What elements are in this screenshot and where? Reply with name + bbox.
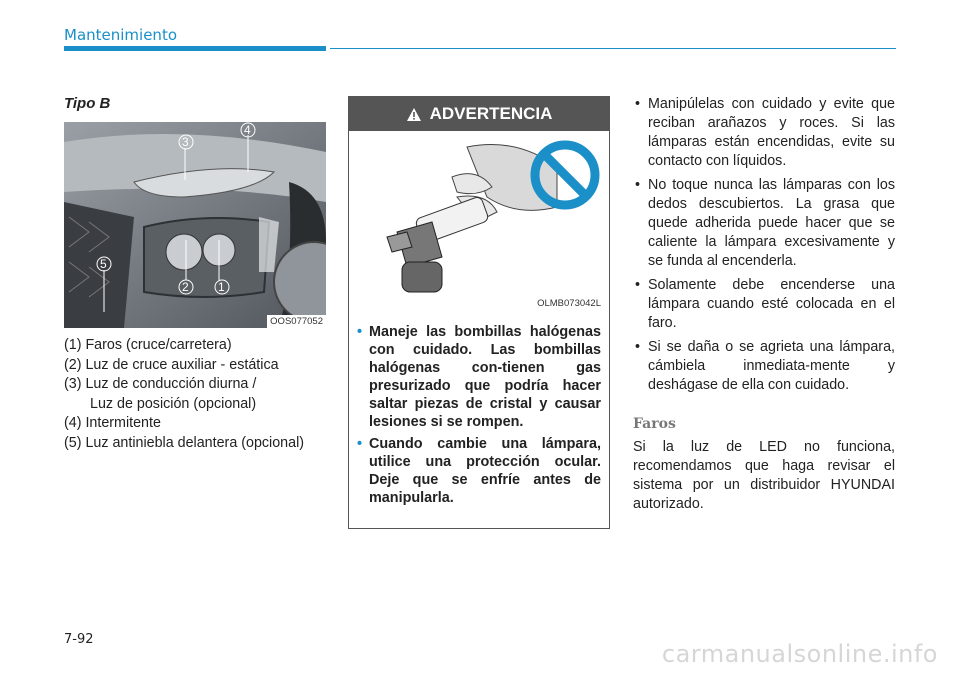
- callout-1: 1: [218, 280, 225, 294]
- callout-5: 5: [100, 257, 107, 271]
- caption-3-cont: Luz de posición (opcional): [90, 395, 257, 412]
- bullet-item: • Manipúlelas con cuidado y evite que reciban arañazos y roces. Si las lámparas están encendidas, evite su contacto con líquidos.: [635, 96, 895, 169]
- bullet-item: • Si se daña o se agrieta una lámpara, cámbiela inmediata-mente y deshágase de ella con cuidado.: [635, 339, 895, 393]
- warning-box: [348, 96, 610, 529]
- faros-heading: Faros: [633, 416, 676, 432]
- watermark: carmanualsonline.info: [661, 640, 938, 668]
- warning-triangle-icon: [406, 107, 422, 122]
- caption-5: (5) Luz antiniebla delantera (opcional): [64, 434, 305, 451]
- caption-list: [64, 336, 328, 453]
- warning-item: • Maneje las bombillas halógenas con cuidado. Las bombillas halógenas con-tienen gas presurizado que podría hacer saltar piezas de cristal y causar lesiones si se rompen.: [357, 324, 601, 430]
- warning-list: [357, 323, 601, 507]
- caption-4: (4) Intermitente: [64, 415, 161, 431]
- bulb-illustration: [357, 137, 601, 311]
- headlamp-illustration: [64, 122, 326, 328]
- subtitle: Tipo B: [64, 95, 111, 112]
- warning-item: • Cuando cambie una lámpara, utilice una protección ocular. Deje que se enfríe antes de manipularla.: [357, 436, 601, 506]
- bullet-item: • No toque nunca las lámparas con los dedos descubiertos. La grasa que quede adherida puede hacer que se caliente la lámpara excesivamente y se funda al encenderla.: [635, 177, 895, 269]
- warning-title: ADVERTENCIA: [429, 104, 553, 123]
- headlamp-photo: [64, 122, 326, 328]
- caption-2: (2) Luz de cruce auxiliar - estática: [64, 356, 279, 373]
- page-number: 7-92: [64, 632, 94, 647]
- bullet-item: • Solamente debe encenderse una lámpara cuando esté colocada en el faro.: [635, 277, 895, 331]
- callout-2: 2: [182, 280, 189, 294]
- callout-3: 3: [182, 135, 189, 149]
- callout-4: 4: [244, 123, 251, 137]
- header-rule-thin: [330, 48, 896, 49]
- caption-1: (1) Faros (cruce/carretera): [64, 337, 232, 353]
- right-column: [633, 95, 895, 514]
- faros-paragraph: Si la luz de LED no funciona, recomendamos que haga revisar el sistema por un distribuidor HYUNDAI autorizado.: [633, 439, 895, 512]
- caption-3: (3) Luz de conducción diurna /: [64, 376, 257, 392]
- hand-bulb-image: [357, 137, 601, 311]
- section-title: Mantenimiento: [64, 26, 177, 44]
- photo-code: OOS077052: [267, 315, 326, 328]
- left-column: [64, 95, 328, 453]
- header-rule-thick: [64, 46, 326, 51]
- image-code: OLMB073042L: [537, 298, 601, 309]
- warning-header: [349, 97, 609, 131]
